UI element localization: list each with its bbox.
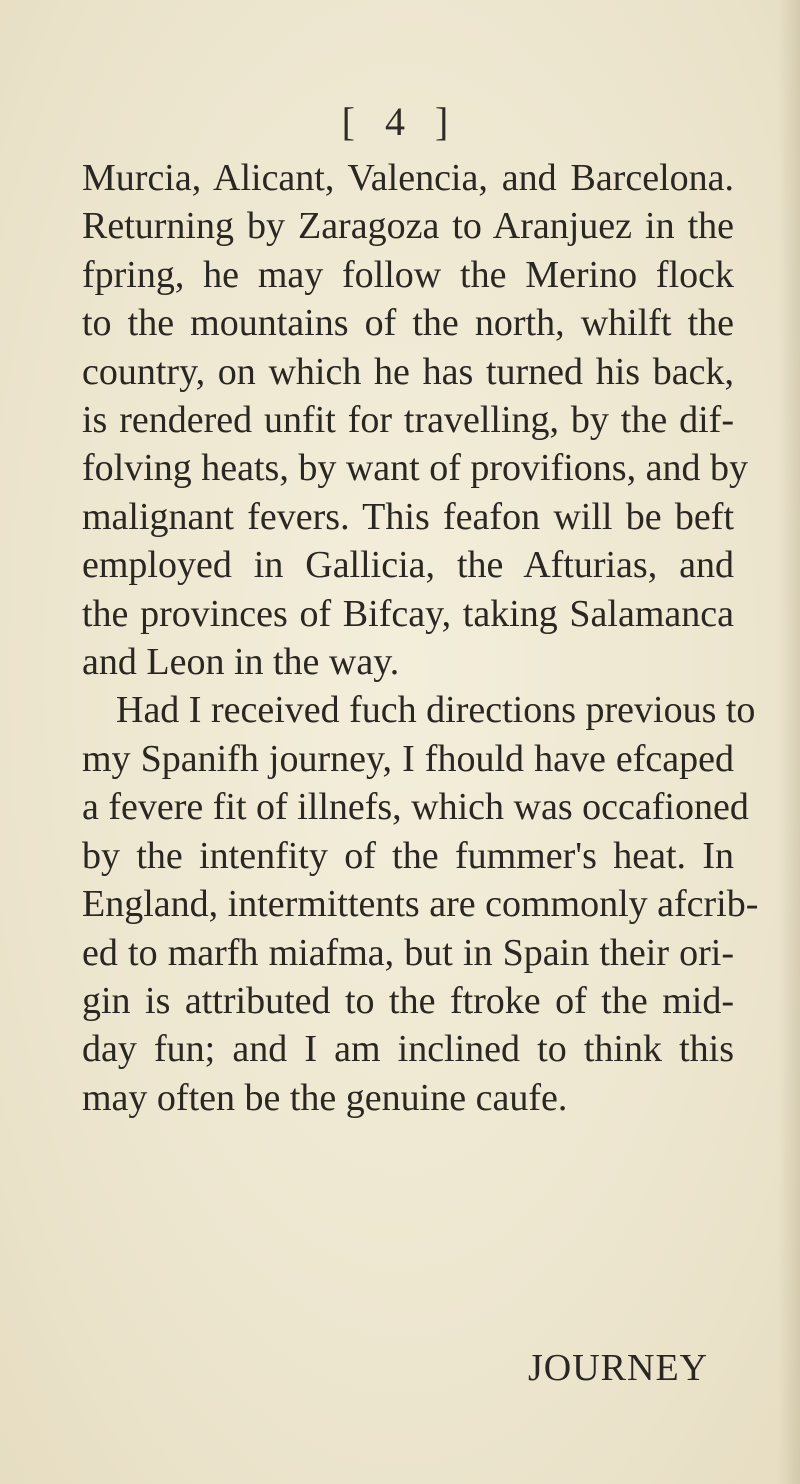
- catchword: JOURNEY: [528, 1347, 709, 1389]
- text-line: Returning by Zaragoza to Aranjuez in the: [82, 205, 734, 248]
- text-line: to the mountains of the north, whilft the: [82, 302, 734, 345]
- text-line: my Spanifh journey, I fhould have efcaped: [82, 737, 734, 780]
- text-line: Murcia, Alicant, Valencia, and Barcelona.: [82, 157, 734, 199]
- text-line: is rendered unfit for travelling, by the dif-: [82, 399, 734, 442]
- page-edge-shadow: [778, 0, 800, 1484]
- text-line: gin is attributed to the ftroke of the mid-: [82, 979, 734, 1022]
- text-line: may often be the genuine caufe.: [82, 1076, 568, 1119]
- text-line: and Leon in the way.: [82, 641, 400, 684]
- text-line: malignant fevers. This feafon will be beft: [82, 495, 734, 538]
- text-line: country, on which he has turned his back,: [82, 350, 734, 393]
- body-text: [82, 154, 759, 1122]
- text-line: England, intermittents are commonly afcrib-: [82, 883, 759, 926]
- text-line: employed in Gallicia, the Afturias, and: [82, 544, 734, 587]
- text-line: a fevere fit of illnefs, which was occafioned: [82, 786, 749, 829]
- text-line: day fun; and I am inclined to think this: [82, 1028, 734, 1071]
- page-number: [ 4 ]: [341, 99, 459, 144]
- text-line: ed to marfh miafma, but in Spain their ori-: [82, 931, 734, 974]
- text-line: folving heats, by want of provifions, and by: [82, 447, 748, 490]
- text-line: the provinces of Bifcay, taking Salamanca: [82, 592, 734, 635]
- text-line: fpring, he may follow the Merino flock: [82, 253, 734, 296]
- text-line: Had I received fuch directions previous to: [116, 689, 756, 732]
- text-line: by the intenfity of the fummer's heat. In: [82, 834, 734, 877]
